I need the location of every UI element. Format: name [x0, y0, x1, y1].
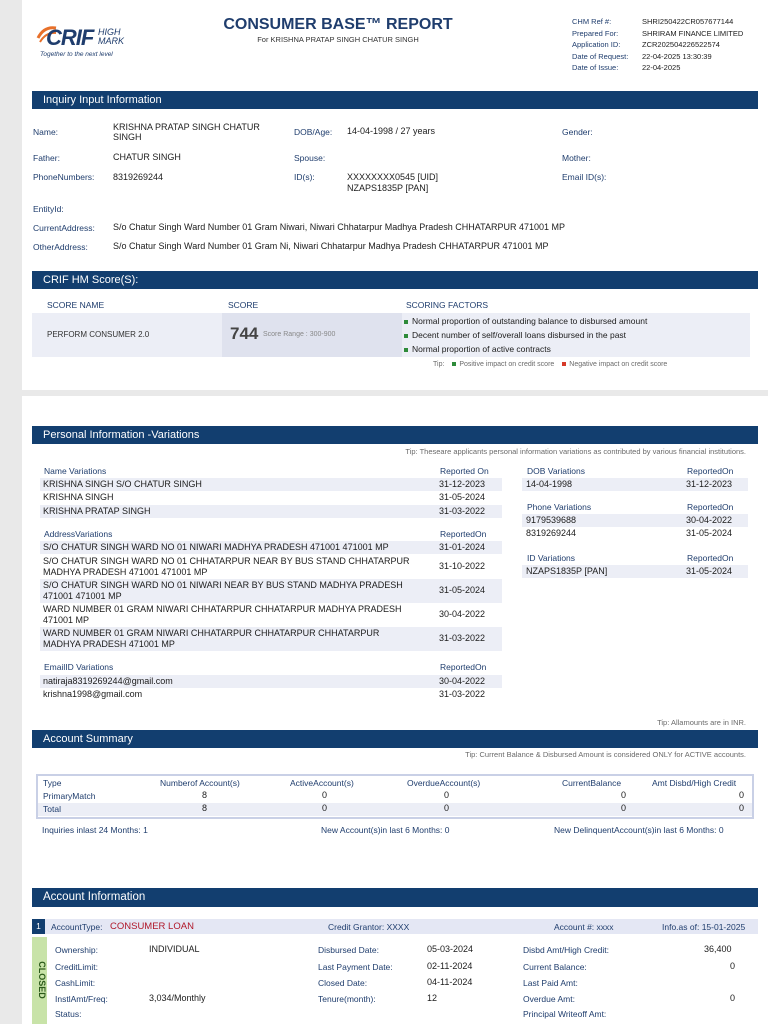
crif-logo	[36, 24, 156, 62]
name-variation-row	[40, 478, 502, 491]
dob-value: 14-04-1998 / 27 years	[347, 126, 436, 136]
address-reported-date: 31-10-2022	[439, 561, 486, 571]
score-value: 744	[230, 324, 259, 343]
last-payment-date-value: 02-11-2024	[427, 961, 473, 971]
email-variation-row	[40, 688, 502, 701]
phone-variations-head: Phone Variations	[527, 502, 592, 512]
spouse-label: Spouse:	[294, 153, 326, 163]
scoring-factors-list	[404, 314, 647, 356]
meta-row	[572, 51, 762, 63]
closed-status-text: CLOSED	[36, 961, 47, 999]
meta-label: CHM Ref #:	[572, 17, 612, 26]
address-line-2: 471001 471001 MP	[43, 591, 122, 601]
summary-balance: 0	[621, 803, 627, 813]
summary-active: 0	[322, 790, 328, 800]
logo-main-text: CRIF	[46, 25, 94, 50]
account-header-row	[32, 919, 758, 934]
summary-type: PrimaryMatch	[43, 791, 96, 801]
phone-variation-row	[522, 514, 748, 527]
dob-variation: 14-04-1998	[526, 479, 573, 489]
tenure-label: Tenure(month):	[318, 994, 376, 1004]
new-accounts-count: New Account(s)in last 6 Months: 0	[321, 825, 450, 835]
tenure-value: 12	[427, 993, 438, 1003]
name-variations-head: Name Variations	[44, 466, 107, 476]
email-variation-row	[40, 675, 502, 688]
positive-impact-icon	[404, 320, 408, 324]
meta-value: 22-04-2025	[642, 63, 681, 72]
name-reported-date: 31-03-2022	[439, 506, 486, 516]
summary-disbursed: 0	[739, 790, 745, 800]
positive-impact-icon	[404, 334, 408, 338]
account-number: Account #: xxxx	[554, 922, 614, 932]
address-line: WARD NUMBER 01 GRAM NIWARI CHHATARPUR CHHATARPUR MADHYA PRADESH	[43, 604, 402, 614]
meta-row	[572, 16, 762, 28]
current-balance-value: 0	[730, 961, 736, 971]
meta-value: SHRI250422CR057677144	[642, 17, 734, 26]
dob-variation-row	[522, 478, 748, 491]
negative-legend-icon	[562, 362, 566, 366]
legend-tip-label: Tip:	[433, 361, 445, 368]
address-variation-row	[40, 603, 502, 627]
dob-label: DOB/Age:	[294, 127, 333, 137]
last-paid-amount-label: Last Paid Amt:	[523, 978, 578, 988]
installment-value: 3,034/Monthly	[149, 993, 206, 1003]
address-line-2: 471001 MP	[43, 615, 90, 625]
principal-writeoff-label: Principal Writeoff Amt:	[523, 1009, 607, 1019]
report-subtitle: For KRISHNA PRATAP SINGH CHATUR SINGH	[257, 35, 419, 44]
last-payment-date-label: Last Payment Date:	[318, 962, 393, 972]
address-variation-row	[40, 541, 502, 554]
address-reported-date: 31-05-2024	[439, 585, 486, 595]
score-legend	[433, 361, 667, 368]
info-as-of: Info.as of: 15-01-2025	[662, 922, 746, 932]
credit-limit-label: CreditLimit:	[55, 962, 98, 972]
id-variation-row	[522, 565, 748, 578]
name-label: Name:	[33, 127, 59, 137]
phone-variation: 8319269244	[526, 528, 577, 538]
account-type-label: AccountType:	[51, 922, 103, 932]
id-variation: NZAPS1835P [PAN]	[526, 566, 608, 576]
score-name-col: SCORE NAME	[47, 300, 105, 310]
credit-grantor: Credit Grantor: XXXX	[328, 922, 410, 932]
address-variation-row	[40, 555, 502, 579]
ids-value-pan: NZAPS1835P [PAN]	[347, 183, 429, 193]
phone-variation-row	[522, 527, 748, 540]
scoring-factor-text: Decent number of self/overall loans disbursed in the past	[412, 330, 627, 340]
score-row	[32, 313, 750, 357]
address-line-2: MADHYA PRADESH 471001 471001 MP	[43, 567, 208, 577]
current-balance-label: Current Balance:	[523, 962, 587, 972]
scoring-factor	[404, 314, 647, 328]
mother-label: Mother:	[562, 153, 591, 163]
summary-row-primary	[38, 790, 752, 803]
overdue-amount-label: Overdue Amt:	[523, 994, 575, 1004]
address-line: S/O CHATUR SINGH WARD NO 01 NIWARI NEAR BY BUS STAND MADHYA PRADESH	[43, 580, 403, 590]
logo-tagline: Together to the next level	[40, 51, 113, 58]
ownership-label: Ownership:	[55, 945, 98, 955]
entity-label: EntityId:	[33, 204, 64, 214]
report-title: CONSUMER BASE™ REPORT	[223, 16, 453, 33]
summary-disbursed: 0	[739, 803, 745, 813]
summary-overdue: 0	[444, 803, 450, 813]
closed-date-value: 04-11-2024	[427, 977, 473, 987]
summary-table	[36, 774, 754, 819]
email-variation: natiraja8319269244@gmail.com	[43, 676, 173, 686]
gender-label: Gender:	[562, 127, 593, 137]
disbursed-amount-value: 36,400	[704, 944, 732, 954]
name-variation: KRISHNA SINGH S/O CHATUR SINGH	[43, 479, 202, 489]
address-reported-date: 31-01-2024	[439, 542, 486, 552]
summary-number: 8	[202, 790, 208, 800]
summary-type: Total	[43, 804, 61, 814]
phone-variation: 9179539688	[526, 515, 577, 525]
meta-label: Application ID:	[572, 40, 621, 49]
address-variation-row	[40, 627, 502, 651]
scoring-factor	[404, 342, 647, 356]
summary-col-number: Numberof Account(s)	[160, 778, 240, 788]
current-address-value: S/o Chatur Singh Ward Number 01 Gram Niwari, Niwari Chhatarpur Madhya Pradesh CHHATARPUR 471001 MP	[113, 222, 566, 232]
meta-value: 22-04-2025 13:30:39	[642, 51, 712, 61]
email-variation: krishna1998@gmail.com	[43, 689, 143, 699]
dob-reported-head: ReportedOn	[687, 466, 734, 476]
account-index-badge: 1	[32, 919, 45, 934]
scoring-factors-col: SCORING FACTORS	[406, 300, 489, 310]
score-range: Score Range : 300-900	[263, 331, 336, 338]
other-address-label: OtherAddress:	[33, 242, 88, 252]
inquiry-section-header: Inquiry Input Information	[32, 91, 758, 109]
positive-legend-icon	[452, 362, 456, 366]
phone-value: 8319269244	[113, 172, 164, 182]
ownership-value: INDIVIDUAL	[149, 944, 200, 954]
name-value: KRISHNA PRATAP SINGH CHATUR SINGH	[113, 122, 260, 142]
summary-number: 8	[202, 803, 208, 813]
closed-date-label: Closed Date:	[318, 978, 368, 988]
amounts-inr-tip: Tip: Allamounts are in INR.	[657, 718, 746, 727]
summary-col-active: ActiveAccount(s)	[290, 778, 354, 788]
other-address-value: S/o Chatur Singh Ward Number 01 Gram Ni, Niwari Chhatarpur Madhya Pradesh CHHATARPUR 471001 MP	[113, 241, 549, 251]
name-variation: KRISHNA PRATAP SINGH	[43, 506, 151, 516]
positive-impact-icon	[404, 348, 408, 352]
id-reported-head: ReportedOn	[687, 553, 734, 563]
address-line-2: MADHYA PRADESH 471001 MP	[43, 639, 175, 649]
personal-section-header: Personal Information -Variations	[32, 426, 758, 444]
meta-row	[572, 28, 762, 40]
report-page-1	[22, 0, 768, 390]
address-line: S/O CHATUR SINGH WARD NO 01 NIWARI MADHYA PRADESH 471001 471001 MP	[43, 542, 389, 552]
father-value: CHATUR SINGH	[113, 152, 181, 162]
disbursed-amount-label: Disbd Amt/High Credit:	[523, 945, 609, 955]
id-variations-head: ID Variations	[527, 553, 576, 563]
score-col: SCORE	[228, 300, 259, 310]
meta-label: Prepared For:	[572, 28, 619, 38]
summary-col-balance: CurrentBalance	[562, 778, 622, 788]
installment-label: InstlAmt/Freq:	[55, 994, 108, 1004]
address-reported-date: 30-04-2022	[439, 609, 486, 619]
meta-row	[572, 62, 762, 74]
ids-value-uid: XXXXXXXX0545 [UID]	[347, 172, 439, 182]
personal-tip: Tip: Theseare applicants personal information variations as contributed by various financial institutions.	[405, 447, 746, 456]
scoring-factor-text: Normal proportion of outstanding balance to disbursed amount	[412, 316, 648, 326]
account-type-value: CONSUMER LOAN	[110, 921, 194, 932]
summary-col-disbursed: Amt Disbd/High Credit	[652, 778, 737, 788]
ids-label: ID(s):	[294, 172, 315, 182]
account-section-header: Account Information	[32, 888, 758, 907]
overdue-amount-value: 0	[730, 993, 736, 1003]
status-label: Status:	[55, 1009, 82, 1019]
account-status-badge	[32, 937, 47, 1024]
phone-label: PhoneNumbers:	[33, 172, 95, 182]
meta-value: SHRIRAM FINANCE LIMITED	[642, 28, 744, 38]
score-section-header: CRIF HM Score(S):	[32, 271, 758, 289]
meta-label: Date of Request:	[572, 51, 629, 61]
address-line: WARD NUMBER 01 GRAM NIWARI CHHATARPUR CHHATARPUR CHHATARPUR	[43, 628, 380, 638]
email-reported-head: ReportedOn	[440, 662, 487, 672]
summary-balance: 0	[621, 790, 627, 800]
address-variations-head: AddressVariations	[44, 529, 113, 539]
current-address-label: CurrentAddress:	[33, 223, 95, 233]
email-label: Email ID(s):	[562, 172, 607, 182]
name-reported-date: 31-05-2024	[439, 492, 486, 502]
email-reported-date: 30-04-2022	[439, 676, 486, 686]
positive-legend-text: Positive impact on credit score	[459, 361, 555, 368]
dob-reported-date: 31-12-2023	[686, 479, 733, 489]
meta-value: ZCR202504226522574	[642, 40, 720, 49]
meta-row	[572, 39, 762, 51]
logo-sub-text: HIGH MARK	[98, 27, 125, 46]
report-meta	[572, 16, 762, 74]
disbursed-date-label: Disbursed Date:	[318, 945, 379, 955]
address-line: S/O CHATUR SINGH WARD NO 01 CHHATARPUR NEAR BY BUS STAND CHHATARPUR	[43, 556, 410, 566]
summary-col-overdue: OverdueAccount(s)	[407, 778, 481, 788]
scoring-factor	[404, 328, 647, 342]
phone-reported-head: ReportedOn	[687, 502, 734, 512]
summary-overdue: 0	[444, 790, 450, 800]
cash-limit-label: CashLimit:	[55, 978, 96, 988]
name-reported-head: Reported On	[440, 466, 489, 476]
meta-label: Date of Issue:	[572, 63, 619, 72]
phone-reported-date: 30-04-2022	[686, 515, 733, 525]
disbursed-date-value: 05-03-2024	[427, 944, 474, 954]
score-name: PERFORM CONSUMER 2.0	[47, 330, 150, 339]
dob-variations-head: DOB Variations	[527, 466, 585, 476]
negative-legend-text: Negative impact on credit score	[569, 361, 668, 368]
email-reported-date: 31-03-2022	[439, 689, 486, 699]
email-variations-head: EmailID Variations	[44, 662, 114, 672]
summary-row-total	[38, 803, 752, 816]
scoring-factor-text: Normal proportion of active contracts	[412, 344, 551, 354]
summary-tip: Tip: Current Balance & Disbursed Amount is considered ONLY for ACTIVE accounts.	[465, 750, 746, 759]
summary-section-header: Account Summary	[32, 730, 758, 748]
address-reported-date: 31-03-2022	[439, 633, 486, 643]
name-variation: KRISHNA SINGH	[43, 492, 114, 502]
summary-active: 0	[322, 803, 328, 813]
father-label: Father:	[33, 153, 60, 163]
name-variation-row	[40, 505, 502, 518]
name-variation-row	[40, 491, 502, 504]
address-variation-row	[40, 579, 502, 603]
inquiries-count: Inquiries inlast 24 Months: 1	[42, 825, 148, 835]
name-reported-date: 31-12-2023	[439, 479, 486, 489]
address-reported-head: ReportedOn	[440, 529, 487, 539]
id-reported-date: 31-05-2024	[686, 566, 733, 576]
new-delinquent-count: New DelinquentAccount(s)in last 6 Months: 0	[554, 825, 724, 835]
report-page-2	[22, 396, 768, 1024]
summary-col-type: Type	[43, 778, 62, 788]
phone-reported-date: 31-05-2024	[686, 528, 733, 538]
